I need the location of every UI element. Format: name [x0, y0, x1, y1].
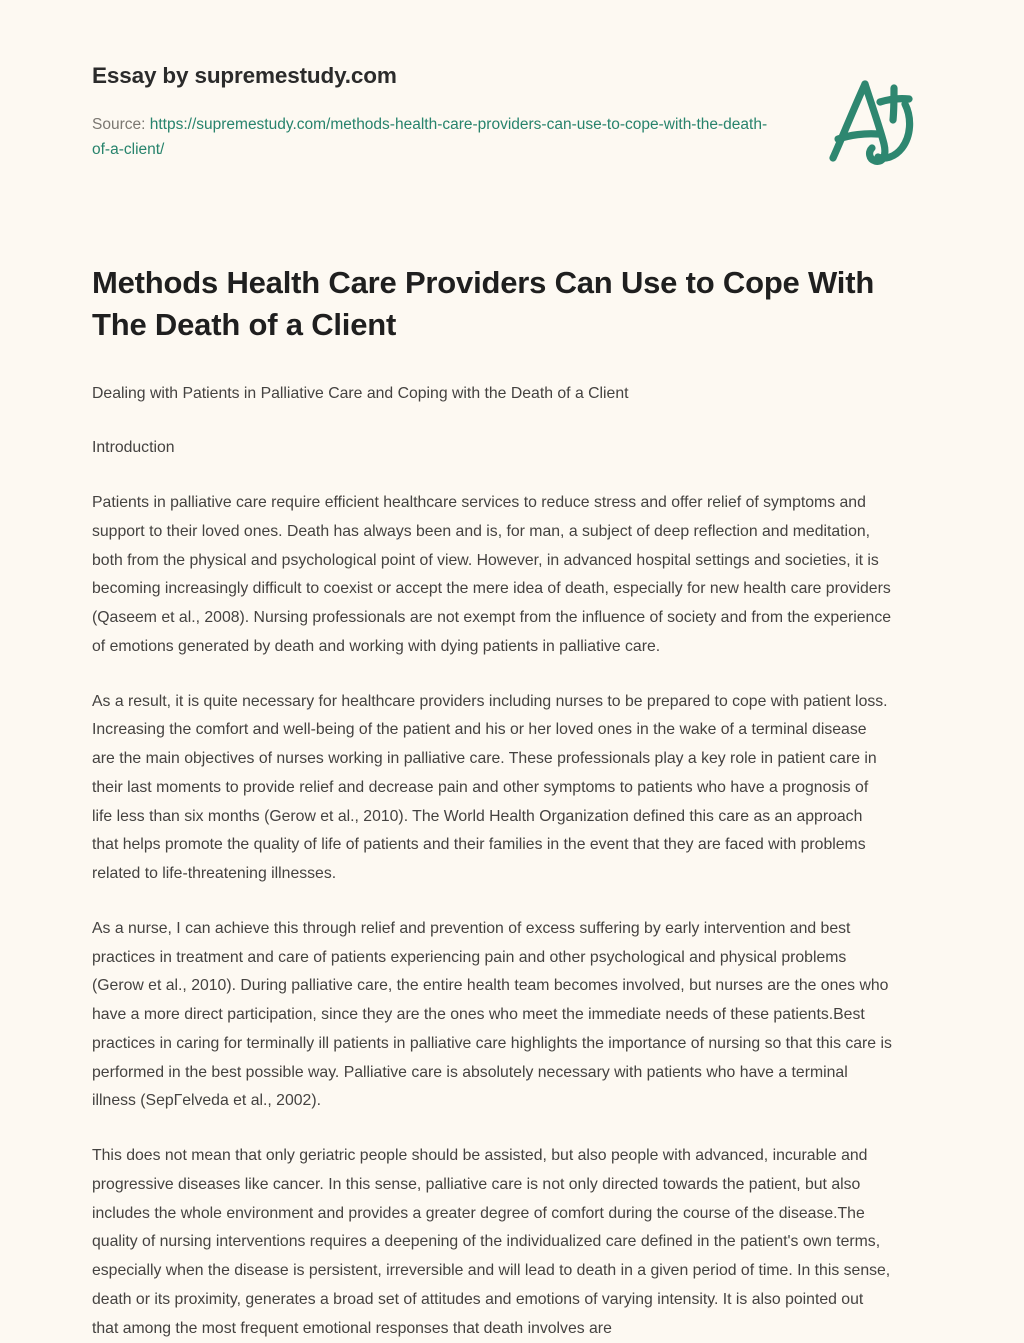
article-paragraph: Patients in palliative care require efficient healthcare services to reduce stress and offer relief of symptoms and support to their loved ones. Death has always been and is, for man, a subject of deep reflection and meditation, both from the physical and psychological point of view. However, in advanced hospital settings and societies, it is becoming increasingly difficult to coexist or accept the mere idea of death, especially for new health care providers (Qaseem et al., 2008). Nursing professionals are not exempt from the influence of society and from the experience of emotions generated by death and working with dying patients in palliative care.: [92, 494, 892, 655]
page-header: [92, 0, 932, 180]
page-title: Methods Health Care Providers Can Use to Cope With The Death of a Client: [92, 265, 875, 342]
source-url-link[interactable]: https://supremestudy.com/methods-health-care-providers-can-use-to-cope-with-the-death-of-a-client/: [92, 116, 768, 159]
article: [92, 262, 932, 1343]
source-line: [92, 112, 782, 162]
article-subtitle: Dealing with Patients in Palliative Care and Coping with the Death of a Client: [92, 384, 629, 402]
a-plus-logo-icon: [810, 64, 922, 176]
article-paragraph: As a result, it is quite necessary for healthcare providers including nurses to be prepared to cope with patient loss. Increasing the comfort and well-being of the patient and his or her loved ones in the wake of a terminal disease are the main objectives of nurses working in palliative care. These professionals play a key role in patient care in their last moments to provide relief and decrease pain and other symptoms to patients who have a prognosis of life less than six months (Gerow et al., 2010). The World Health Organization defined this care as an approach that helps promote the quality of life of patients and their families in the event that they are faced with problems related to life-threatening illnesses.: [92, 692, 888, 883]
header-text-block: [92, 62, 782, 162]
source-label: Source:: [92, 116, 150, 134]
article-body: [92, 380, 892, 1343]
article-paragraph: As a nurse, I can achieve this through relief and prevention of excess suffering by early intervention and best practices in treatment and care of patients experiencing pain and other psychological and physical problems (Gerow et al., 2010). During palliative care, the entire health team becomes involved, but nurses are the ones who have a more direct participation, since they are the ones who meet the immediate needs of these patients.Best practices in caring for terminally ill patients in palliative care highlights the importance of nursing so that this care is performed in the best possible way. Palliative care is absolutely necessary with patients who have a terminal illness (SepГelveda et al., 2002).: [92, 919, 892, 1110]
article-paragraph: This does not mean that only geriatric people should be assisted, but also people with advanced, incurable and progressive diseases like cancer. In this sense, palliative care is not only directed towards the patient, but also includes the whole environment and provides a greater degree of comfort during the course of the disease.The quality of nursing interventions requires a deepening of the individualized care defined in the patient's own terms, especially when the disease is persistent, irreversible and will lead to death in a given period of time. In this sense, death or its proximity, generates a broad set of attitudes and emotions of varying intensity. It is also pointed out that among the most frequent emotional responses that death involves are: [92, 1147, 891, 1337]
section-heading-introduction: Introduction: [92, 439, 175, 457]
brand-logo: [806, 60, 926, 180]
brand-title: Essay by supremestudy.com: [92, 63, 397, 88]
